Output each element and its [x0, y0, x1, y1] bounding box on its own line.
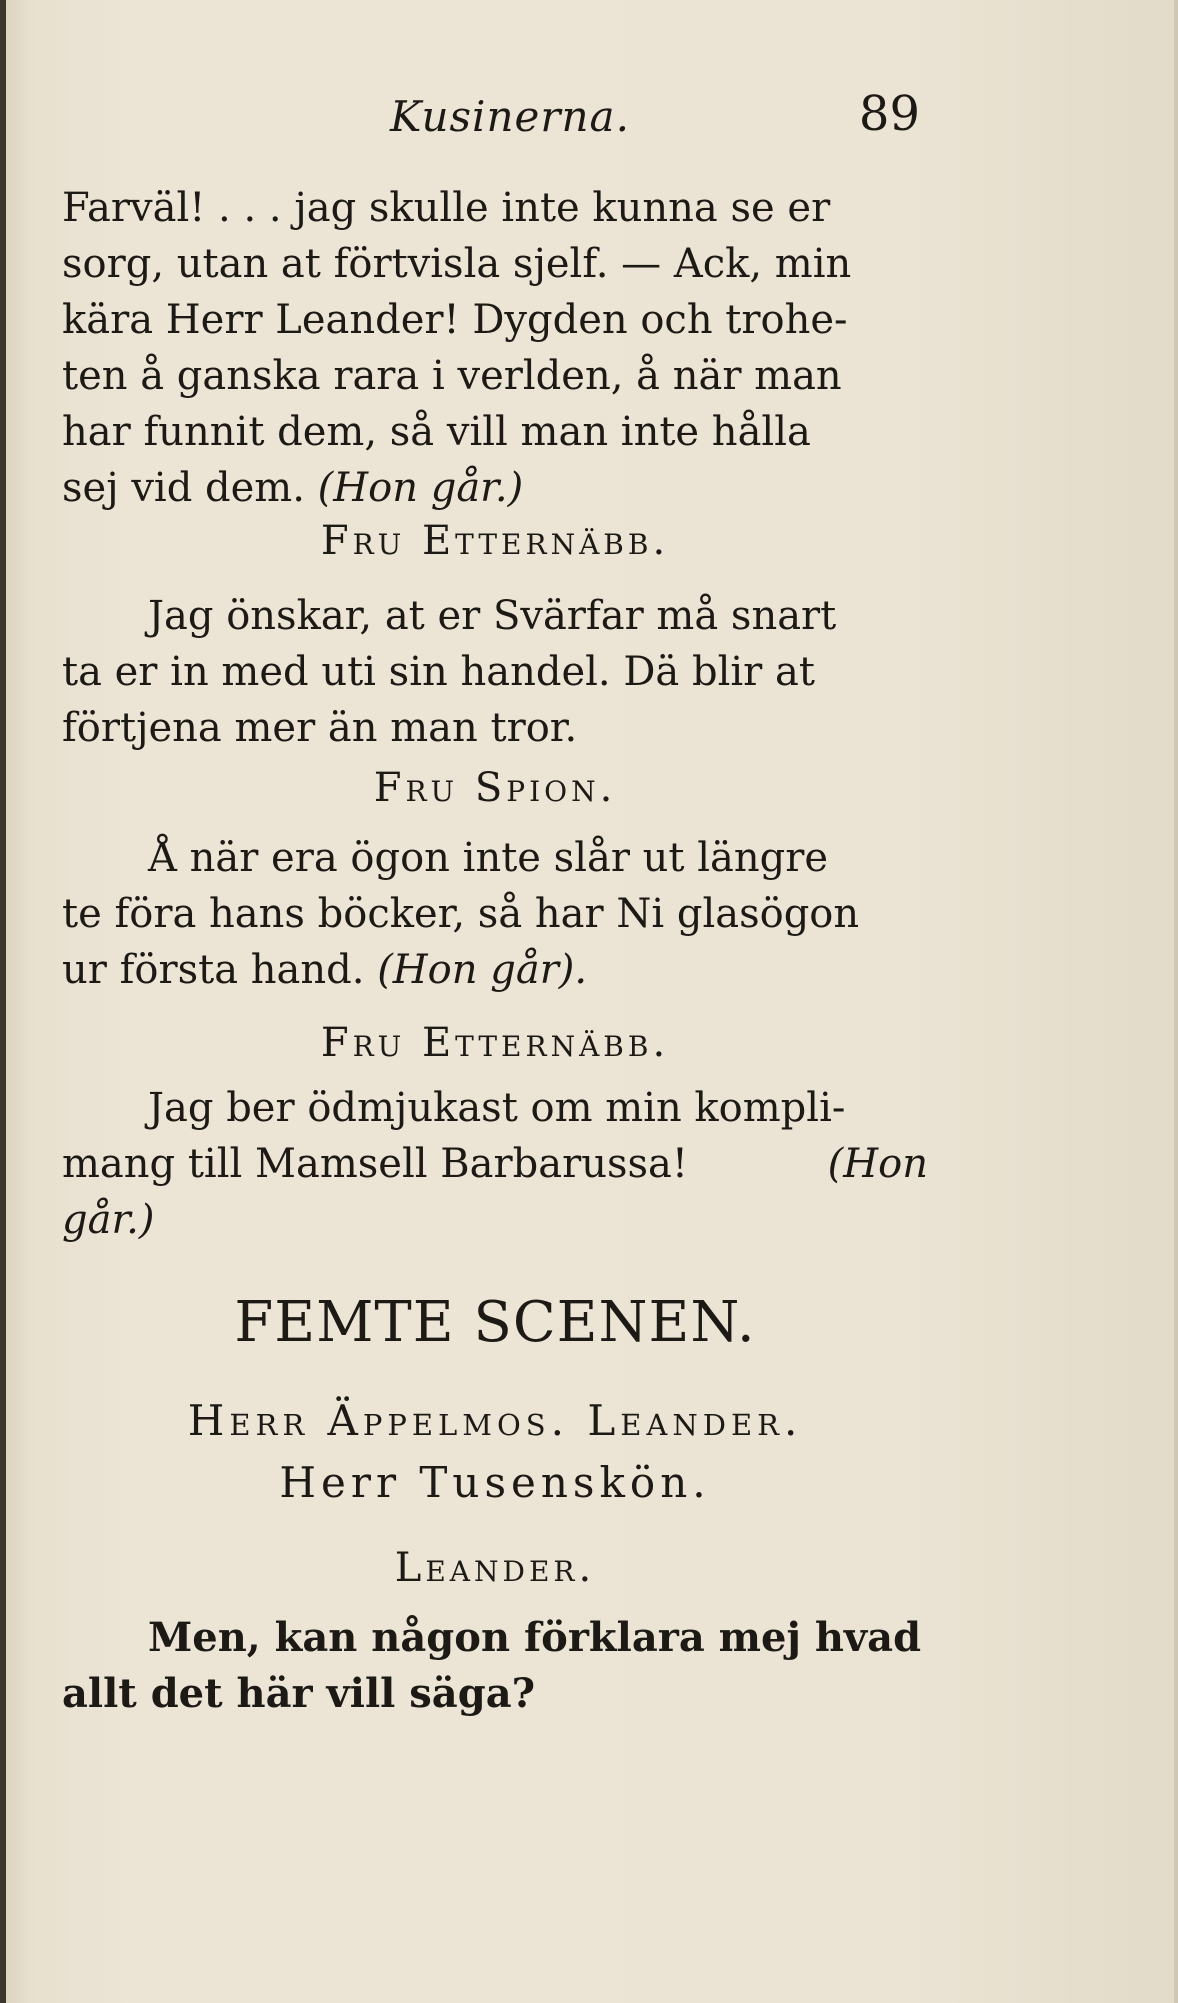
stage-direction: (Hon går.): [317, 465, 524, 511]
text-fragment: mang till Mamsell Barbarussa!: [62, 1141, 688, 1187]
speech-block-2: [62, 588, 928, 756]
text-line: Farväl! . . . jag skulle inte kunna se er: [62, 185, 831, 231]
speech-block-3: [62, 830, 928, 998]
speaker-name: Fru Etternäbb.: [320, 518, 670, 564]
text-line: te föra hans böcker, så har Ni glasögon: [62, 891, 860, 937]
text-line: förtjena mer än man tror.: [62, 705, 578, 751]
text-line: kära Herr Leander! Dygden och trohe-: [62, 297, 848, 343]
text-line: [62, 1192, 928, 1248]
stage-direction: (Hon går).: [377, 947, 588, 993]
speaker-heading: [62, 1545, 928, 1591]
text-line: [62, 460, 928, 516]
text-line: har funnit dem, så vill man inte hålla: [62, 409, 811, 455]
text-line: ta er in med uti sin handel. Dä blir at: [62, 649, 815, 695]
cast-list: [62, 1390, 928, 1514]
speaker-name: Fru Etternäbb.: [320, 1020, 670, 1066]
page-number: 89: [858, 86, 920, 142]
speaker-heading: [62, 518, 928, 564]
speaker-heading: [62, 765, 928, 811]
text-fragment: ur första hand.: [62, 947, 365, 993]
text-line: [62, 1136, 928, 1192]
stage-direction: (Hon: [827, 1141, 928, 1187]
cast-line: Herr Tusenskön.: [279, 1458, 711, 1507]
cast-line: Herr Äppelmos. Leander.: [187, 1396, 803, 1445]
speech-block-1: [62, 180, 928, 516]
page-outer-edge: [1174, 0, 1178, 2003]
speech-block-4: [62, 1080, 928, 1248]
page-header: [60, 86, 920, 152]
text-line: Men, kan någon förklara mej hvad: [148, 1614, 922, 1661]
text-line: Jag önskar, at er Svärfar må snart: [148, 593, 837, 639]
text-line: allt det här vill säga?: [62, 1670, 536, 1717]
speaker-name: Leander.: [394, 1545, 596, 1591]
page-binding-edge: [0, 0, 6, 2003]
running-title: Kusinerna.: [390, 92, 630, 141]
text-line: [62, 942, 928, 998]
text-line: ten å ganska rara i verlden, å när man: [62, 353, 842, 399]
speaker-name: Fru Spion.: [373, 765, 617, 811]
text-line: Å när era ögon inte slår ut längre: [148, 835, 829, 881]
text-line: sorg, utan at förtvisla sjelf. — Ack, min: [62, 241, 852, 287]
speech-block-5: [62, 1610, 928, 1722]
scene-heading: FEMTE SCENEN.: [234, 1290, 756, 1355]
stage-direction: går.): [62, 1197, 155, 1243]
speaker-heading: [62, 1020, 928, 1066]
text-fragment: sej vid dem.: [62, 465, 305, 511]
text-line: Jag ber ödmjukast om min kompli-: [148, 1085, 846, 1131]
